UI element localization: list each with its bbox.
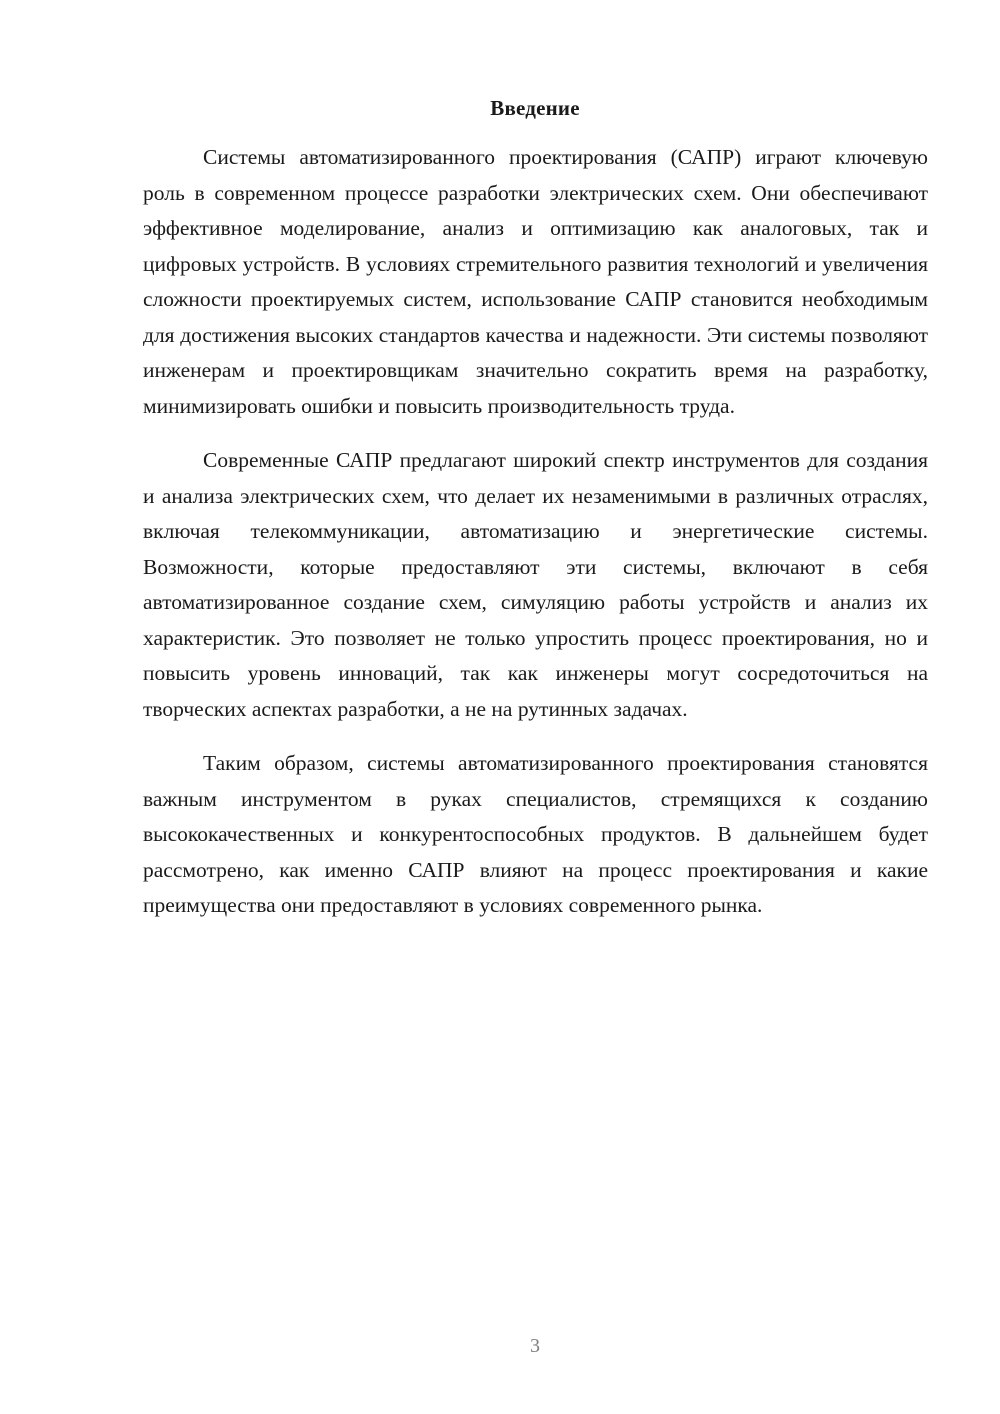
- paragraph-2: Современные САПР предлагают широкий спектр инструментов для создания и анализа электрических схем, что делает их незаменимыми в различных отраслях, включая телекоммуникации, автоматизацию и энергетические системы. Возможности, которые предоставляют эти системы, включают в себя автоматизированное создание схем, симуляцию работы устройств и анализ их характеристик. Это позволяет не только упростить процесс проектирования, но и повысить уровень инноваций, так как инженеры могут сосредоточиться на творческих аспектах разработки, а не на рутинных задачах.: [143, 448, 928, 721]
- paragraph-1: Системы автоматизированного проектирования (САПР) играют ключевую роль в современном процессе разработки электрических схем. Они обеспечивают эффективное моделирование, анализ и оптимизацию как аналоговых, так и цифровых устройств. В условиях стремительного развития технологий и увеличения сложности проектируемых систем, использование САПР становится необходимым для достижения высоких стандартов качества и надежности. Эти системы позволяют инженерам и проектировщикам значительно сократить время на разработку, минимизировать ошибки и повысить производительность труда.: [143, 145, 928, 418]
- section-title: Введение: [490, 96, 580, 120]
- page-number: 3: [530, 1335, 540, 1357]
- body-text: [143, 140, 928, 943]
- paragraph-3: Таким образом, системы автоматизированного проектирования становятся важным инструментом в руках специалистов, стремящихся к созданию высококачественных и конкурентоспособных продуктов. В дальнейшем будет рассмотрено, как именно САПР влияют на процесс проектирования и какие преимущества они предоставляют в условиях современного рынка.: [143, 751, 928, 917]
